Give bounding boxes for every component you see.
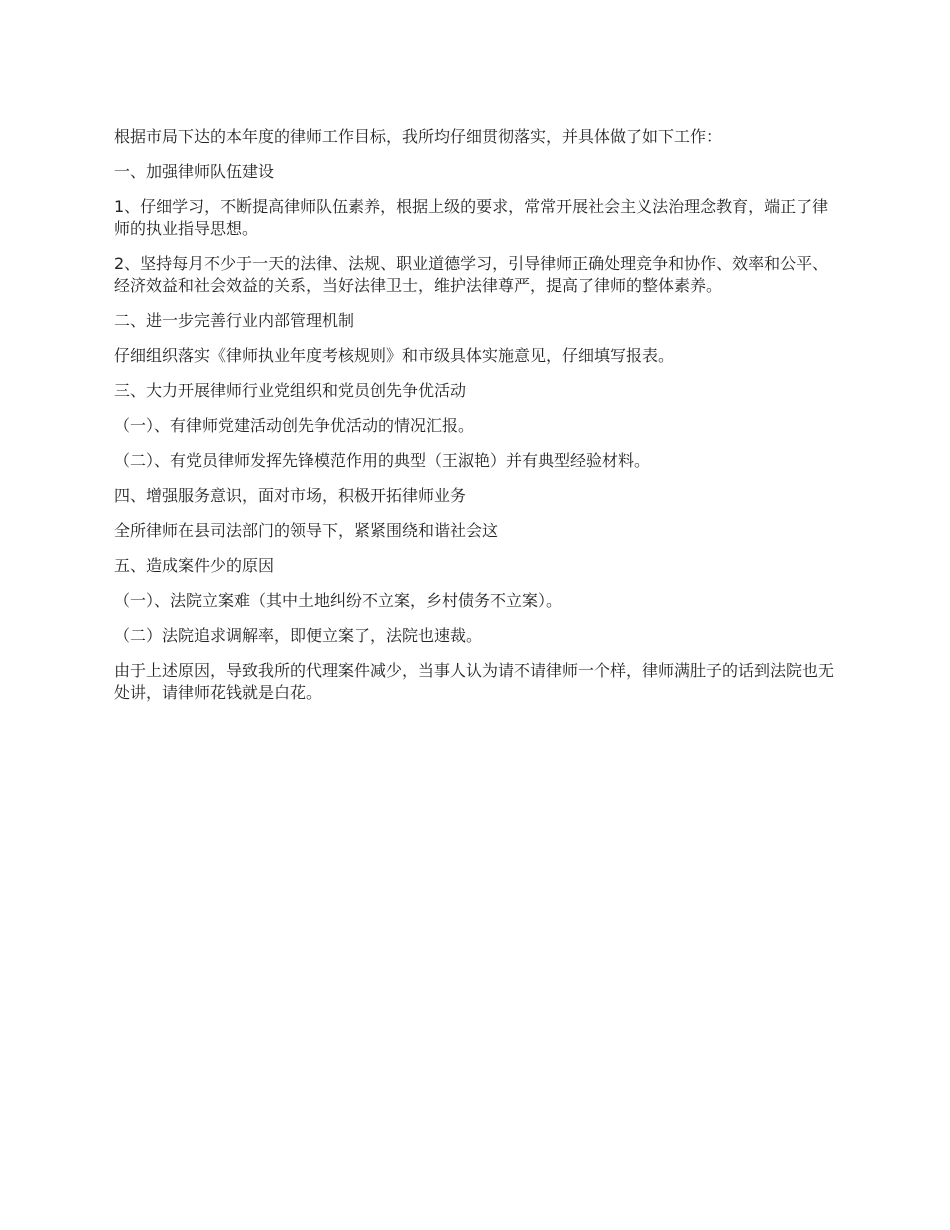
section-heading-1: 一、加强律师队伍建设 [114,162,275,181]
paragraph-3-2: （二）、有党员律师发挥先锋模范作用的典型（王淑艳）并有典型经验材料。 [114,451,651,470]
section-heading-3: 三、大力开展律师行业党组织和党员创先争优活动 [114,381,467,400]
paragraph-4: 全所律师在县司法部门的领导下，紧紧围绕和谐社会这 [114,521,499,540]
intro-paragraph: 根据市局下达的本年度的律师工作目标，我所均仔细贯彻落实，并具体做了如下工作： [114,127,723,146]
paragraph-1-1: 1、仔细学习，不断提高律师队伍素养，根据上级的要求，常常开展社会主义法治理念教育，端正了律师的执业指导思想。 [114,197,829,238]
closing-paragraph: 由于上述原因，导致我所的代理案件减少，当事人认为请不请律师一个样，律师满肚子的话到法院也无处讲，请律师花钱就是白花。 [114,661,835,702]
paragraph-5-1: （一）、法院立案难（其中土地纠纷不立案，乡村债务不立案）。 [114,591,563,610]
section-heading-5: 五、造成案件少的原因 [114,556,275,575]
paragraph-3-1: （一）、有律师党建活动创先争优活动的情况汇报。 [114,416,475,435]
paragraph-1-2: 2、坚持每月不少于一天的法律、法规、职业道德学习，引导律师正确处理竞争和协作、效率和公平、经济效益和社会效益的关系，当好法律卫士，维护法律尊严，提高了律师的整体素养。 [114,254,829,295]
paragraph-2: 仔细组织落实《律师执业年度考核规则》和市级具体实施意见，仔细填写报表。 [114,346,675,365]
section-heading-4: 四、增强服务意识，面对市场，积极开拓律师业务 [114,486,467,505]
section-heading-2: 二、进一步完善行业内部管理机制 [114,311,355,330]
document-body [114,126,840,717]
paragraph-5-2: （二）法院追求调解率，即便立案了，法院也速裁。 [114,626,483,645]
